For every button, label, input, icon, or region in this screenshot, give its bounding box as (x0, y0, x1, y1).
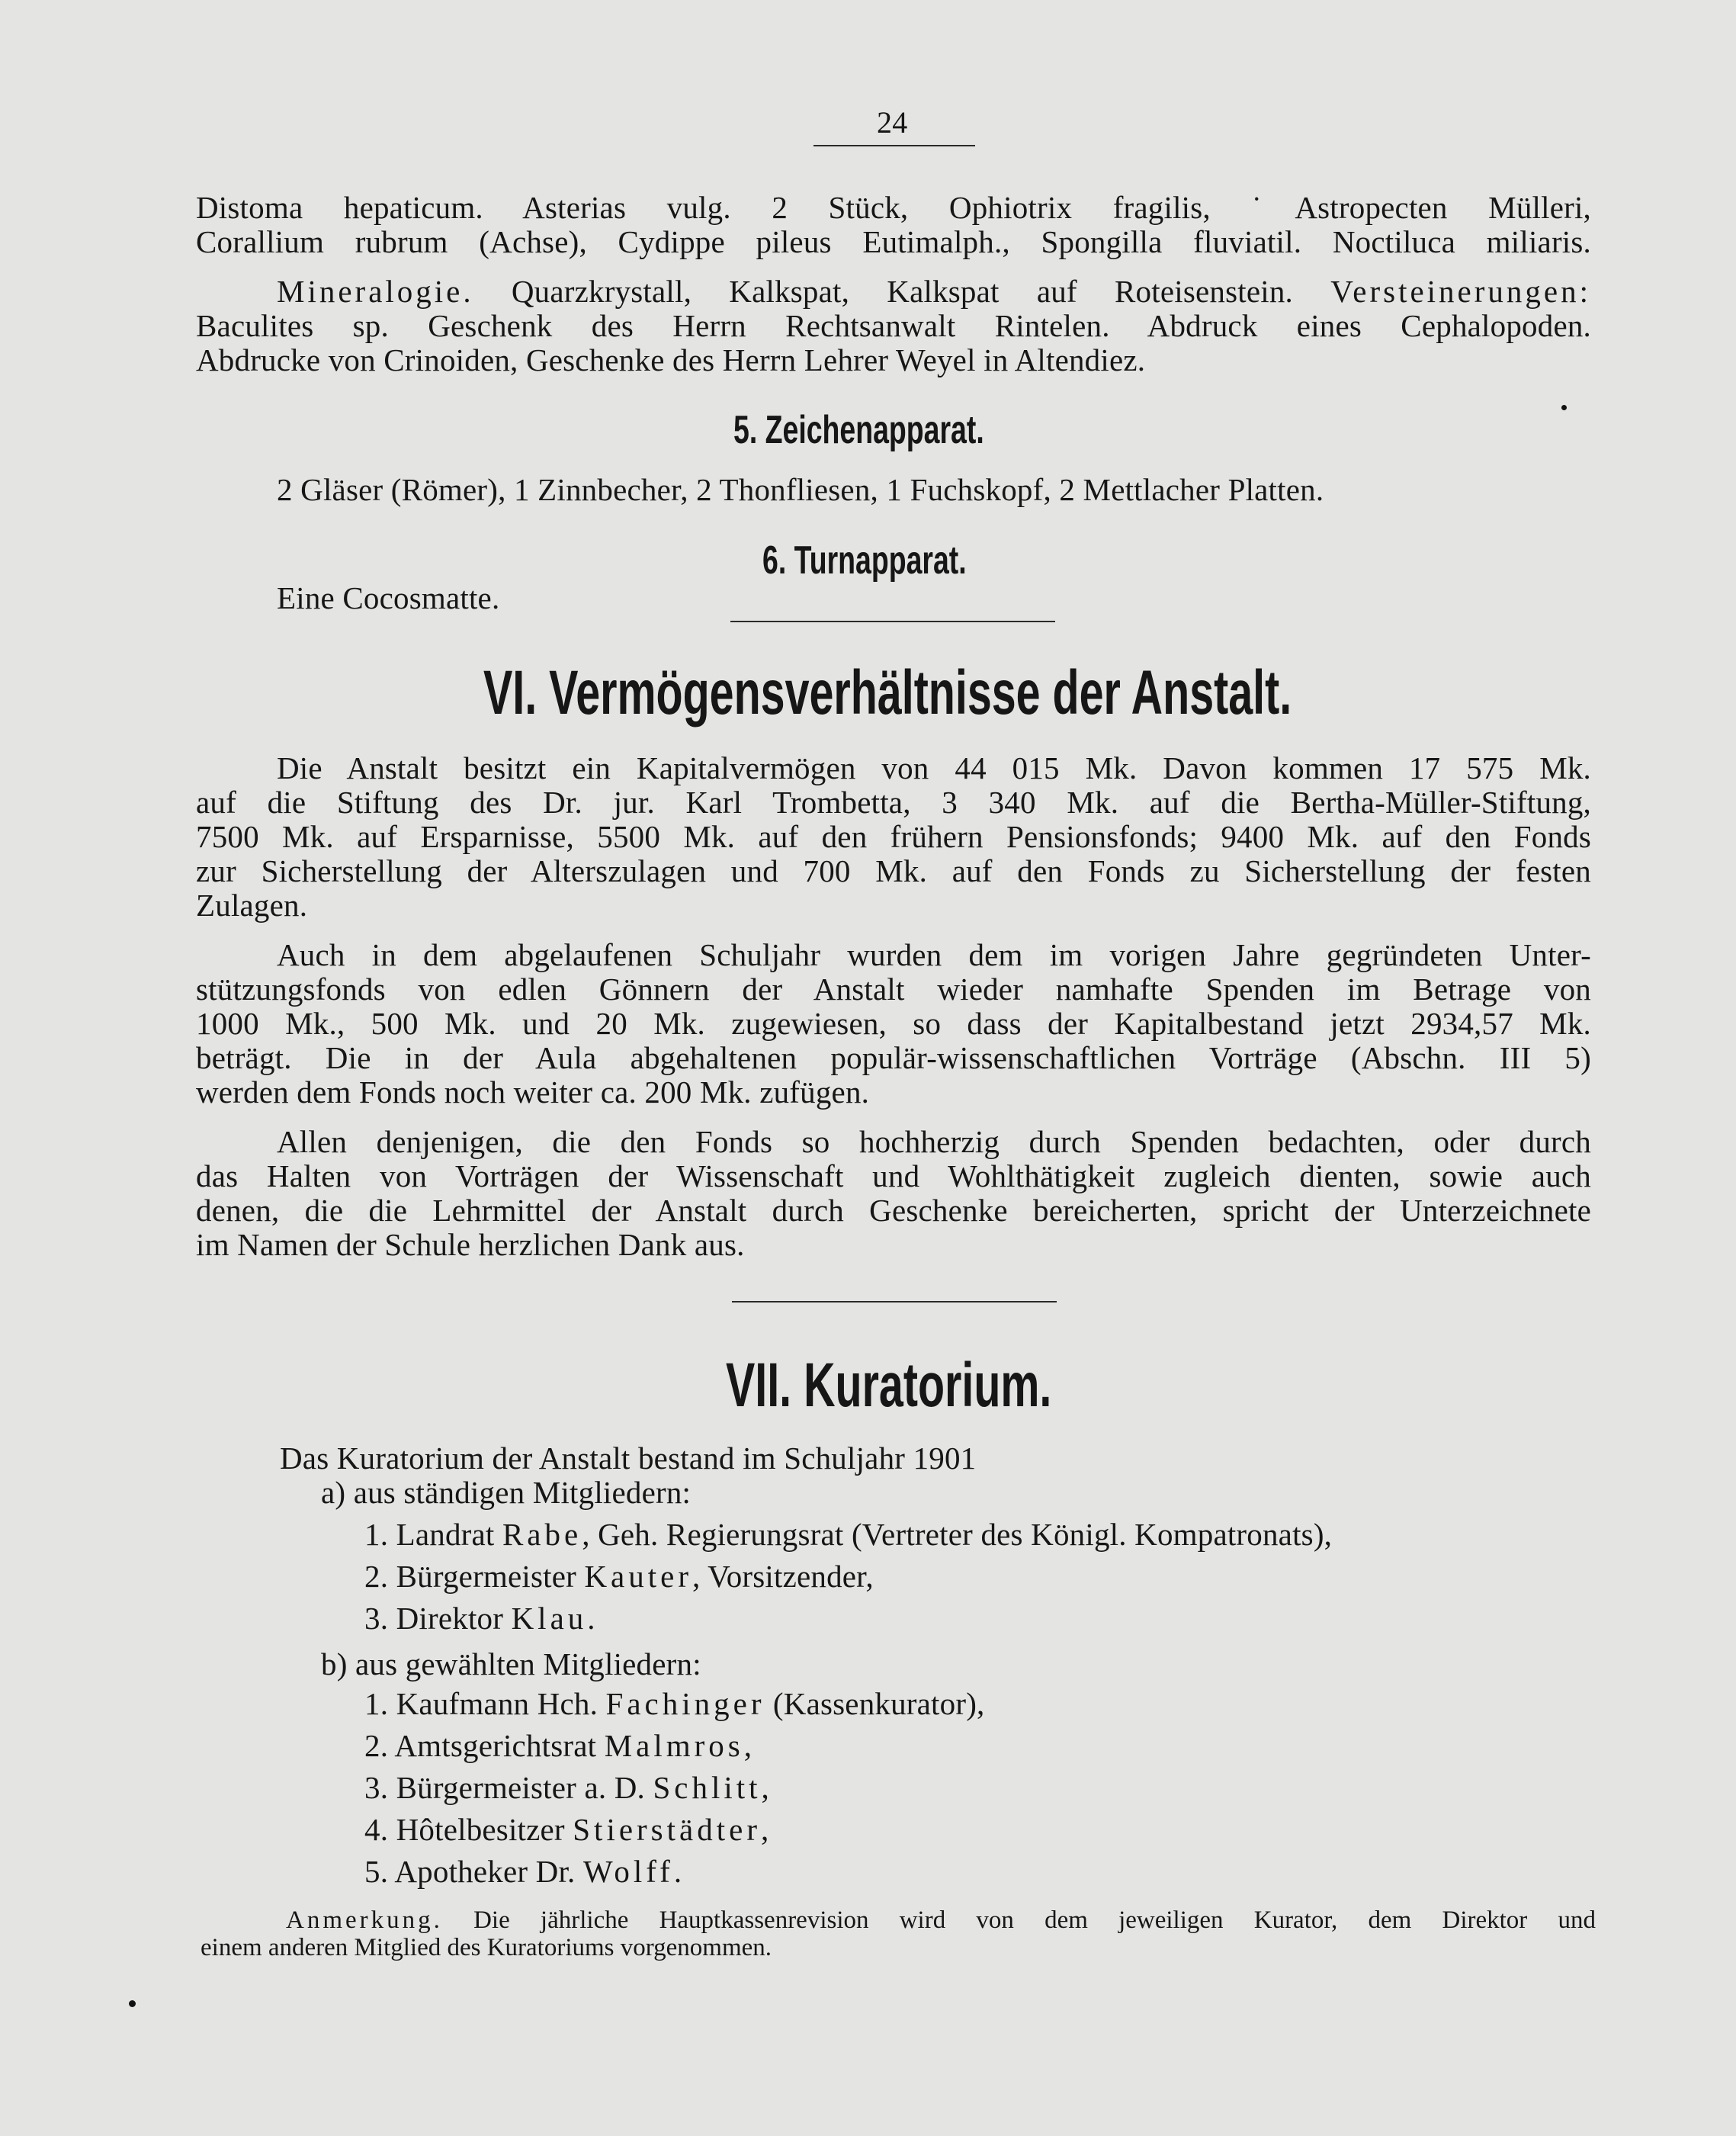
member-role: , (743, 1728, 752, 1763)
member-role: . (587, 1601, 595, 1636)
ink-speck (1561, 405, 1567, 410)
member-title: Direktor (396, 1601, 504, 1636)
section-5-text: 2 Gläser (Römer), 1 Zinnbecher, 2 Thonfliesen, 1 Fuchskopf, 2 Mettlacher Platten. (277, 472, 1324, 507)
member-item (364, 1559, 1332, 1601)
member-item (364, 1771, 985, 1813)
member-item (364, 1729, 985, 1771)
member-item (364, 1813, 985, 1855)
member-item (364, 1687, 985, 1729)
member-role: , Geh. Regierungsrat (Vertreter des Königl. Kompatronats), (582, 1517, 1333, 1552)
member-number: 3. (364, 1770, 389, 1805)
member-name: Kauter (584, 1559, 693, 1594)
group-a-list (364, 1518, 1332, 1643)
member-item (364, 1855, 985, 1897)
section-6-text: Eine Cocosmatte. (277, 580, 500, 615)
member-role: . (673, 1854, 682, 1889)
text-line: 7500 Mk. auf Ersparnisse, 5500 Mk. auf den frühern Pensionsfonds; 9400 Mk. auf den Fonds (196, 819, 1591, 854)
page-number-rule (813, 145, 975, 146)
text-line: Baculites sp. Geschenk des Herrn Rechtsanwalt Rintelen. Abdruck eines Cephalopoden. (196, 308, 1591, 343)
member-title: Amtsgerichtsrat (394, 1728, 597, 1763)
member-title: Apotheker Dr. (394, 1854, 576, 1889)
text-line: zur Sicherstellung der Alterszulagen und 700 Mk. auf den Fonds zu Sicherstellung der festen (196, 853, 1591, 888)
chapter-6-paragraph-2 (196, 938, 1591, 1110)
group-b-label: b) aus gewählten Mitgliedern: (321, 1646, 701, 1681)
text-line: Auch in dem abgelaufenen Schuljahr wurden dem im vorigen Jahre gegründeten Unter- (277, 937, 1591, 972)
group-b-list (364, 1687, 985, 1897)
member-title: Bürgermeister a. D. (396, 1770, 646, 1805)
fossils-label: Versteinerungen: (1330, 274, 1591, 309)
text-line: auf die Stiftung des Dr. jur. Karl Trombetta, 3 340 Mk. auf die Bertha-Müller-Stiftung, (196, 785, 1591, 820)
member-number: 4. (364, 1812, 389, 1847)
member-role: (Kassenkurator), (765, 1686, 985, 1721)
mineralogy-label: Mineralogie. (277, 274, 474, 309)
text-line: Allen denjenigen, die den Fonds so hochherzig durch Spenden bedachten, oder durch (277, 1124, 1591, 1159)
kuratorium-intro: Das Kuratorium der Anstalt bestand im Schuljahr 1901 (280, 1441, 977, 1476)
member-number: 1. (364, 1686, 389, 1721)
member-number: 5. (364, 1854, 389, 1889)
chapter-7-heading: VII. Kuratorium. (726, 1351, 1052, 1420)
text-line: Zulagen. (196, 888, 308, 923)
text-line: Corallium rubrum (Achse), Cydippe pileus Eutimalph., Spongilla fluviatil. Noctiluca miliaris. (196, 224, 1591, 259)
member-title: Landrat (396, 1517, 495, 1552)
text-line: werden dem Fonds noch weiter ca. 200 Mk. zufügen. (196, 1074, 870, 1110)
group-a-label: a) aus ständigen Mitgliedern: (321, 1475, 692, 1510)
footnote-label: Anmerkung. (286, 1906, 443, 1934)
member-name: Malmros (604, 1728, 744, 1763)
text-line: stützungsfonds von edlen Gönnern der Anstalt wieder namhafte Spenden im Betrage von (196, 972, 1591, 1007)
text-line: Die Anstalt besitzt ein Kapitalvermögen von 44 015 Mk. Davon kommen 17 575 Mk. (277, 750, 1591, 785)
member-title: Kaufmann Hch. (396, 1686, 598, 1721)
member-name: Wolff (582, 1854, 674, 1889)
chapter-divider (732, 1301, 1057, 1302)
member-number: 2. (364, 1559, 389, 1594)
member-number: 1. (364, 1517, 389, 1552)
mineralogy-text: Quarzkrystall, Kalkspat, Kalkspat auf Roteisenstein. (511, 274, 1293, 309)
footnote (201, 1906, 1596, 1961)
text-line: Abdrucke von Crinoiden, Geschenke des Herrn Lehrer Weyel in Altendiez. (196, 342, 1146, 377)
member-name: Stierstädter (573, 1812, 761, 1847)
text-line: beträgt. Die in der Aula abgehaltenen populär-wissenschaftlichen Vorträge (Abschn. III 5) (196, 1040, 1591, 1075)
text-line: Distoma hepaticum. Asterias vulg. 2 Stück, Ophiotrix fragilis, ˙Astropecten Mülleri, (196, 190, 1591, 225)
text-line: im Namen der Schule herzlichen Dank aus. (196, 1227, 745, 1262)
text-line: das Halten von Vorträgen der Wissenschaft und Wohlthätigkeit zugleich dienten, sowie auch (196, 1158, 1591, 1193)
section-divider (730, 621, 1055, 622)
section-6-heading: 6. Turnapparat. (762, 538, 967, 583)
text-line: denen, die die Lehrmittel der Anstalt durch Geschenke bereicherten, spricht der Unterzeichnete (196, 1193, 1591, 1228)
member-item (364, 1601, 1332, 1643)
section-5-heading: 5. Zeichenapparat. (733, 408, 984, 452)
chapter-6-paragraph-1 (196, 751, 1591, 923)
member-name: Schlitt (653, 1770, 762, 1805)
chapter-6-heading: VI. Vermögensverhältnisse der Anstalt. (483, 658, 1292, 728)
text-line (196, 275, 1591, 309)
ink-speck (129, 2000, 136, 2007)
chapter-6-paragraph-3 (196, 1125, 1591, 1262)
member-item (364, 1518, 1332, 1559)
member-name: Rabe (502, 1517, 582, 1552)
footnote-text: Die jährliche Hauptkassenrevision wird von dem jeweiligen Kurator, dem Direktor und (473, 1906, 1596, 1934)
member-number: 3. (364, 1601, 389, 1636)
member-number: 2. (364, 1728, 389, 1763)
member-name: Fachinger (605, 1686, 765, 1721)
text-line: einem anderen Mitglied des Kuratoriums vorgenommen. (201, 1934, 772, 1961)
member-role: , Vorsitzender, (692, 1559, 874, 1594)
member-name: Klau (511, 1601, 588, 1636)
page-number: 24 (877, 105, 908, 140)
text-line: 1000 Mk., 500 Mk. und 20 Mk. zugewiesen, so dass der Kapitalbestand jetzt 2934,57 Mk. (196, 1006, 1591, 1041)
text-line (201, 1906, 1596, 1934)
member-role: , (760, 1812, 769, 1847)
mineralogy-paragraph (196, 275, 1591, 377)
zoology-paragraph (196, 191, 1591, 259)
member-role: , (761, 1770, 769, 1805)
member-title: Bürgermeister (396, 1559, 576, 1594)
member-title: Hôtelbesitzer (396, 1812, 565, 1847)
